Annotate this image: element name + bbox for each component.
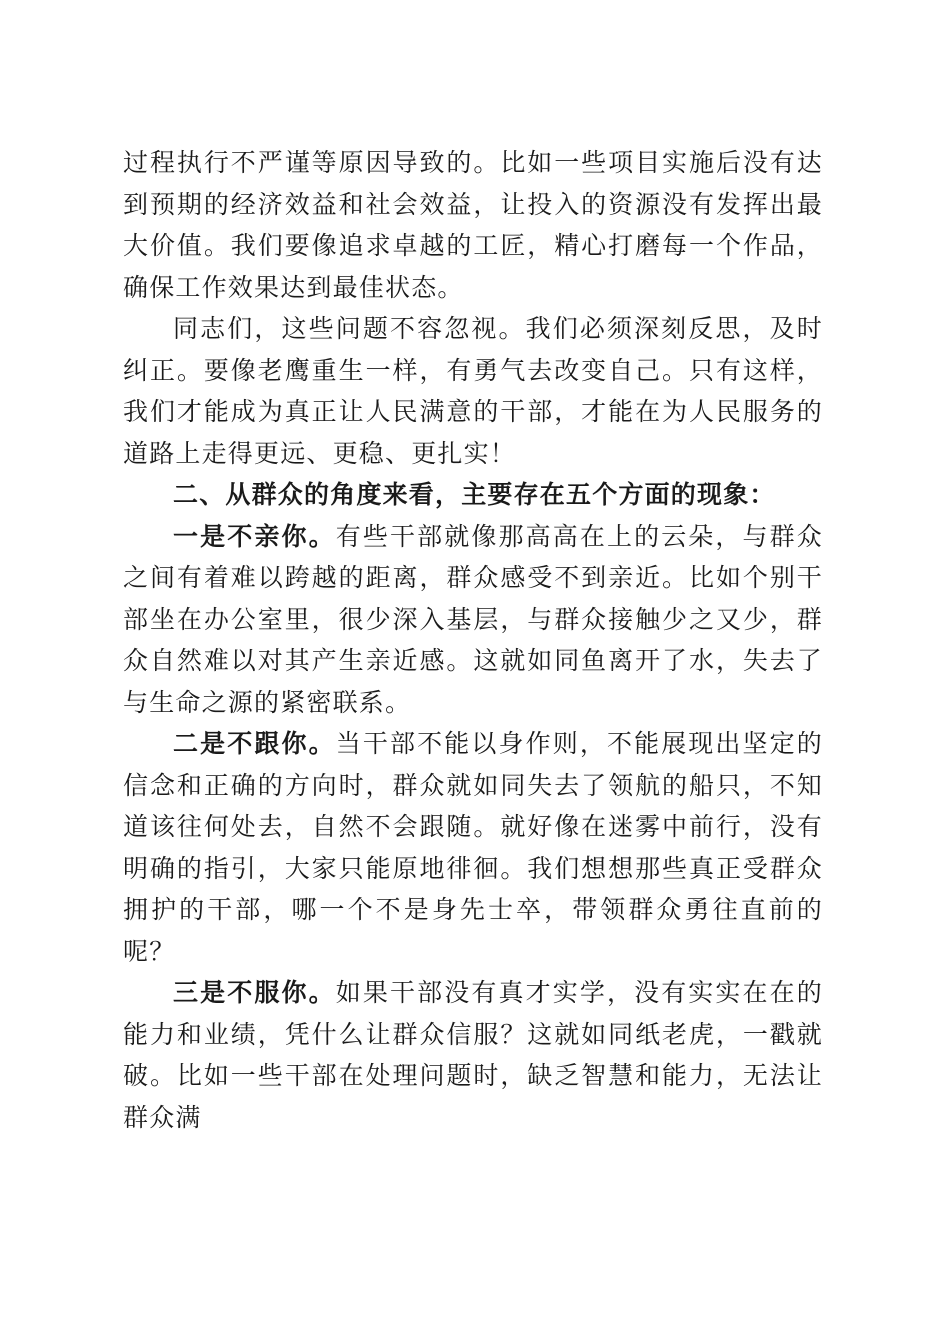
paragraph-continuation: 过程执行不严谨等原因导致的。比如一些项目实施后没有达到预期的经济效益和社会效益，让投入的资源没有发挥出最大价值。我们要像追求卓越的工匠，精心打磨每一个作品，确保工作效果达到最佳状态。 bbox=[123, 148, 823, 302]
paragraph-comrades: 同志们，这些问题不容忽视。我们必须深刻反思，及时纠正。要像老鹰重生一样，有勇气去改变自己。只有这样，我们才能成为真正让人民满意的干部，才能在为人民服务的道路上走得更远、更稳、更扎实！ bbox=[123, 314, 823, 468]
paragraph-point-1 bbox=[123, 516, 823, 724]
paragraph-point-2 bbox=[123, 723, 823, 972]
point-lead: 一是不亲你。 bbox=[173, 521, 336, 551]
document-body bbox=[123, 142, 823, 1138]
point-body: 如果干部没有真才实学，没有实实在在的能力和业绩，凭什么让群众信服？这就如同纸老虎，一戳就破。比如一些干部在处理问题时，缺乏智慧和能力，无法让群众满 bbox=[123, 978, 823, 1132]
section-heading: 二、从群众的角度来看，主要存在五个方面的现象： bbox=[173, 480, 776, 509]
paragraph-point-3 bbox=[123, 972, 823, 1138]
point-lead: 二是不跟你。 bbox=[173, 729, 336, 758]
point-lead: 三是不服你。 bbox=[173, 978, 336, 1007]
point-body: 当干部不能以身作则，不能展现出坚定的信念和正确的方向时，群众就如同失去了领航的船只，不知道该往何处去，自然不会跟随。就好像在迷雾中前行，没有明确的指引，大家只能原地徘徊。我们想想那些真正受群众拥护的干部，哪一个不是身先士卒，带领群众勇往直前的呢？ bbox=[123, 729, 823, 966]
point-body: 有些干部就像那高高在上的云朵，与群众之间有着难以跨越的距离，群众感受不到亲近。比如个别干部坐在办公室里，很少深入基层，与群众接触少之又少，群众自然难以对其产生亲近感。这就如同鱼离开了水，失去了与生命之源的紧密联系。 bbox=[123, 521, 823, 717]
